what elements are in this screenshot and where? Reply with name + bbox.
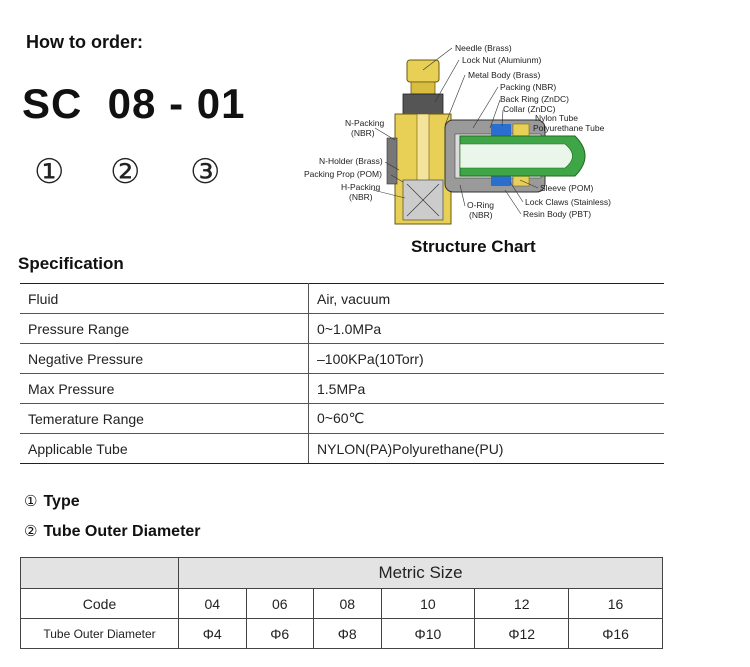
- code-cell: 12: [475, 589, 569, 619]
- diameter-cell: Φ10: [381, 619, 475, 649]
- circled-number-1: ①: [34, 152, 65, 192]
- label-lock-claws: Lock Claws (Stainless): [525, 197, 611, 207]
- spec-key: Fluid: [20, 284, 309, 314]
- label-lock-nut: Lock Nut (Alumiunm): [462, 55, 542, 65]
- table-row: [21, 558, 663, 589]
- metric-size-header: Metric Size: [179, 558, 663, 589]
- code-cell: 04: [179, 589, 247, 619]
- code-cell: 16: [569, 589, 663, 619]
- table-row: [20, 284, 664, 314]
- spec-key: Temeraturе Range: [20, 404, 309, 434]
- section-tube-heading: [24, 522, 201, 541]
- spec-key: Negative Pressure: [20, 344, 309, 374]
- label-o-ring: O-Ring: [467, 200, 494, 210]
- diameter-cell: Φ4: [179, 619, 247, 649]
- label-n-packing-material: (NBR): [351, 128, 375, 138]
- metric-size-table: [20, 557, 663, 649]
- diameter-cell: Φ6: [246, 619, 314, 649]
- how-to-order-title: How to order:: [26, 32, 143, 52]
- spec-value: NYLON(PA)Polyurethane(PU): [309, 434, 665, 464]
- label-packing-prop: Packing Prop (POM): [304, 169, 382, 179]
- structure-chart-title: Structure Chart: [411, 237, 536, 256]
- spec-value: 0~60℃: [309, 404, 665, 434]
- spec-key: Max Pressure: [20, 374, 309, 404]
- circled-number-2: ②: [110, 152, 141, 192]
- specification-title: Specification: [18, 254, 124, 273]
- section-type-label: Type: [43, 493, 80, 510]
- diameter-label: Tube Outer Diameter: [21, 619, 179, 649]
- diameter-cell: Φ16: [569, 619, 663, 649]
- label-nylon-tube: Nylon Tube: [535, 113, 578, 123]
- label-resin-body: Resin Body (PBT): [523, 209, 592, 219]
- label-metal-body: Metal Body (Brass): [468, 70, 541, 80]
- table-row: [20, 434, 664, 464]
- diameter-cell: Φ8: [314, 619, 382, 649]
- section-type-heading: [24, 492, 80, 511]
- circled-number-3: ③: [190, 152, 221, 192]
- code-cell: 08: [314, 589, 382, 619]
- table-row: [20, 374, 664, 404]
- label-back-ring: Back Ring (ZnDC): [500, 94, 569, 104]
- table-row: [20, 344, 664, 374]
- spec-key: Pressure Range: [20, 314, 309, 344]
- corner-cell: [21, 558, 179, 589]
- diameter-cell: Φ12: [475, 619, 569, 649]
- label-packing: Packing (NBR): [500, 82, 557, 92]
- model-code: SC 08 - 01: [22, 80, 246, 127]
- section-type-number: ①: [24, 492, 38, 510]
- table-row: [20, 314, 664, 344]
- table-row: [20, 404, 664, 434]
- code-cell: 10: [381, 589, 475, 619]
- code-cell: 06: [246, 589, 314, 619]
- label-polyurethane-tube: Polyurethane Tube: [533, 123, 605, 133]
- section-tube-number: ②: [24, 522, 38, 540]
- spec-value: 0~1.0MPa: [309, 314, 665, 344]
- code-label: Code: [21, 589, 179, 619]
- spec-value: 1.5MPa: [309, 374, 665, 404]
- spec-key: Applicable Tube: [20, 434, 309, 464]
- structure-diagram: [295, 30, 635, 230]
- spec-value: –100KPa(10Torr): [309, 344, 665, 374]
- label-o-ring-material: (NBR): [469, 210, 493, 220]
- specification-table: [20, 283, 664, 464]
- spec-value: Air, vacuum: [309, 284, 665, 314]
- table-row: [21, 589, 663, 619]
- table-row: [21, 619, 663, 649]
- label-h-packing: H-Packing: [341, 182, 381, 192]
- label-collar: Collar (ZnDC): [503, 104, 556, 114]
- label-n-holder: N-Holder (Brass): [319, 156, 383, 166]
- section-tube-label: Tube Outer Diameter: [43, 523, 201, 540]
- label-needle: Needle (Brass): [455, 43, 512, 53]
- label-h-packing-material: (NBR): [349, 192, 373, 202]
- label-sleeve: Sleeve (POM): [540, 183, 594, 193]
- label-n-packing: N-Packing: [345, 118, 385, 128]
